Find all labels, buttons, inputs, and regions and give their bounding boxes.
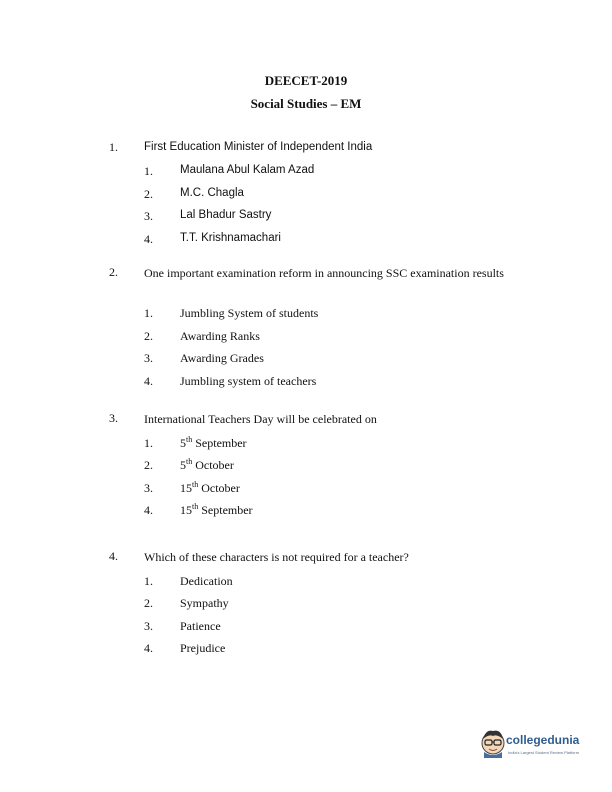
question-text: International Teachers Day will be celebrated on (144, 412, 377, 426)
question-number: 1. (109, 140, 118, 154)
option-text: Maulana Abul Kalam Azad (180, 164, 315, 176)
logo-wordmark: collegedunia (506, 733, 580, 747)
option-number: 3. (144, 619, 153, 633)
page-title: DEECET-2019 (264, 73, 348, 88)
option-suffix: th (192, 480, 199, 489)
option-text: T.T. Krishnamachari (180, 232, 281, 244)
option-number: 1. (144, 574, 153, 588)
option-number: 1. (144, 436, 153, 450)
option-month: October (195, 458, 234, 472)
option-text (180, 481, 240, 496)
option-number: 3. (144, 351, 153, 365)
option-text (180, 458, 234, 473)
option-number: 4. (144, 374, 153, 388)
option-day: 5 (180, 458, 186, 472)
option-text: Awarding Grades (180, 351, 264, 365)
logo-tagline: India's Largest Student Review Platform (508, 750, 580, 755)
option-suffix: th (192, 502, 199, 511)
question-number: 3. (109, 411, 118, 425)
question-number: 4. (109, 549, 118, 563)
option-number: 1. (144, 306, 153, 320)
option-text (180, 436, 247, 451)
option-number: 3. (144, 481, 153, 495)
option-day: 15 (180, 503, 192, 517)
option-text: M.C. Chagla (180, 187, 244, 199)
option-month: October (201, 481, 240, 495)
question-text: One important examination reform in announcing SSC examination results (144, 266, 504, 280)
question-number: 2. (109, 265, 118, 279)
option-suffix: th (186, 457, 193, 466)
option-number: 4. (144, 232, 153, 246)
option-text (180, 503, 253, 518)
option-text: Dedication (180, 574, 233, 588)
option-suffix: th (186, 435, 193, 444)
mascot-icon (480, 728, 506, 758)
option-text: Lal Bhadur Sastry (180, 209, 272, 221)
option-number: 4. (144, 503, 153, 517)
option-number: 3. (144, 209, 153, 223)
option-text: Jumbling System of students (180, 306, 319, 320)
option-day: 5 (180, 436, 186, 450)
option-text: Patience (180, 619, 221, 633)
option-text: Sympathy (180, 596, 229, 610)
option-text: Jumbling system of teachers (180, 374, 317, 388)
question-text: Which of these characters is not required for a teacher? (144, 550, 409, 564)
option-month: September (201, 503, 253, 517)
option-text: Awarding Ranks (180, 329, 260, 343)
page-subtitle: Social Studies – EM (250, 96, 362, 111)
option-number: 4. (144, 641, 153, 655)
question-text: First Education Minister of Independent India (144, 141, 373, 153)
option-number: 2. (144, 329, 153, 343)
option-number: 2. (144, 187, 153, 201)
option-text: Prejudice (180, 641, 226, 655)
option-day: 15 (180, 481, 192, 495)
option-number: 2. (144, 596, 153, 610)
option-month: September (195, 436, 247, 450)
option-number: 1. (144, 164, 153, 178)
option-number: 2. (144, 458, 153, 472)
